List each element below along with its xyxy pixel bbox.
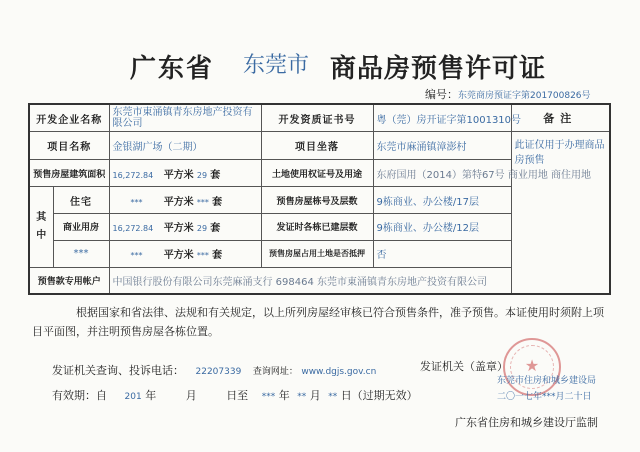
serial-label: 编号：: [425, 88, 458, 101]
day1-char: 日至: [226, 389, 249, 402]
authority-value: 东莞市住房和城乡建设局: [497, 376, 597, 386]
building-label: 预售房屋栋号及层数: [261, 187, 373, 214]
remarks-label: 备注: [511, 104, 610, 132]
official-seal: [503, 338, 561, 396]
issue-date: 二〇一七年***月二十日: [497, 392, 592, 402]
area-unit: 平方米: [163, 169, 194, 181]
location-value: 东莞市麻涌镇漳澎村: [373, 132, 511, 160]
account-value: 中国银行股份有限公司东莞麻涌支行 698464 东莞市東涌镇青东房地产投资有限公司: [109, 267, 511, 294]
header-title: 商品房预售许可证: [330, 54, 547, 84]
commercial-tao: 套: [210, 223, 221, 235]
location-label: 项目坐落: [261, 132, 373, 160]
seal-star-icon: ★: [524, 356, 540, 375]
area-label: 预售房屋建筑面积: [29, 160, 109, 187]
area-cell: [109, 160, 261, 187]
day2: **: [328, 392, 338, 402]
other-cell: [109, 240, 261, 267]
header-city: 东莞市: [243, 53, 310, 78]
permit-table: [28, 103, 611, 295]
validity-row: [52, 387, 418, 403]
year1-char: 年: [145, 389, 157, 402]
built-floors-label: 发证时各栋已建层数: [261, 214, 373, 241]
other-unit: 平方米: [163, 250, 194, 262]
commercial-label: 商业用房: [53, 214, 109, 241]
commercial-unit: 平方米: [163, 223, 194, 235]
authority-label: 发证机关（盖章）: [420, 360, 508, 373]
residential-count: ***: [196, 197, 209, 207]
of-which-label: 其中: [29, 187, 53, 267]
area-value: 16,272.84: [112, 170, 154, 180]
website-value: www.dgjs.gov.cn: [301, 367, 377, 377]
residential-unit: 平方米: [163, 196, 194, 208]
year1: 201: [124, 392, 142, 402]
building-value: 9栋商业、办公楼/17层: [373, 187, 511, 214]
other-label: ***: [53, 240, 109, 267]
remarks-note: 此证仅用于办理商品房预售: [511, 132, 610, 294]
serial-number: [425, 86, 591, 102]
commercial-count: 29: [196, 224, 208, 234]
supervisor-label: 广东省住房和城乡建设厅监制: [455, 416, 598, 429]
inquiry-row: [52, 362, 376, 378]
year2-char: 年: [278, 389, 290, 402]
mortgage-label: 预售房屋占用土地是否抵押: [261, 240, 373, 267]
year2: ***: [261, 392, 276, 402]
month2-char: 月: [309, 389, 321, 402]
commercial-value: 16,272.84: [112, 224, 154, 234]
inquiry-phone: 22207339: [195, 367, 242, 377]
project-label: 项目名称: [29, 132, 109, 160]
approval-paragraph: 根据国家和省法律、法规和有关规定，以上所列房屋经审核已符合预售条件，准予预售。本证使用时须附上项目平面图，并注明预售房屋各栋位置。: [32, 306, 604, 338]
residential-cell: [109, 187, 261, 214]
project-value: 金银湖广场（二期）: [109, 132, 261, 160]
other-value: ***: [130, 251, 143, 261]
residential-value: ***: [130, 197, 143, 207]
validity-suffix: 日（过期无效）: [340, 389, 418, 402]
header-province: 广东省: [130, 54, 215, 84]
land-value: 东府国用（2014）第特67号 商业用地 商住用地: [373, 160, 511, 187]
validity-label: 有效期：自: [52, 389, 107, 402]
account-label: 预售款专用帐户: [29, 267, 109, 294]
qual-value: 粤（莞）房开证字第1001310号: [373, 104, 511, 132]
inquiry-label: 发证机关查询、投诉电话：: [52, 364, 184, 377]
mortgage-value: 否: [373, 240, 511, 267]
area-tao: 套: [210, 169, 221, 181]
area-count: 29: [196, 170, 208, 180]
residential-label: 住宅: [53, 187, 109, 214]
other-tao: 套: [212, 250, 223, 262]
developer-value: 东莞市東涌镇青东房地产投资有限公司: [109, 104, 261, 132]
website-label: 查询网址：: [252, 367, 298, 377]
qual-label: 开发资质证书号: [261, 104, 373, 132]
other-count: ***: [196, 251, 209, 261]
month1-char: 月: [185, 389, 197, 402]
residential-tao: 套: [212, 196, 223, 208]
built-floors-value: 9栋商业、办公楼/12层: [373, 214, 511, 241]
commercial-cell: [109, 214, 261, 241]
developer-label: 开发企业名称: [29, 104, 109, 132]
month2: **: [297, 392, 307, 402]
serial-value: 东莞商房预证字第201700826号: [458, 91, 591, 101]
land-label: 土地使用权证号及用途: [261, 160, 373, 187]
